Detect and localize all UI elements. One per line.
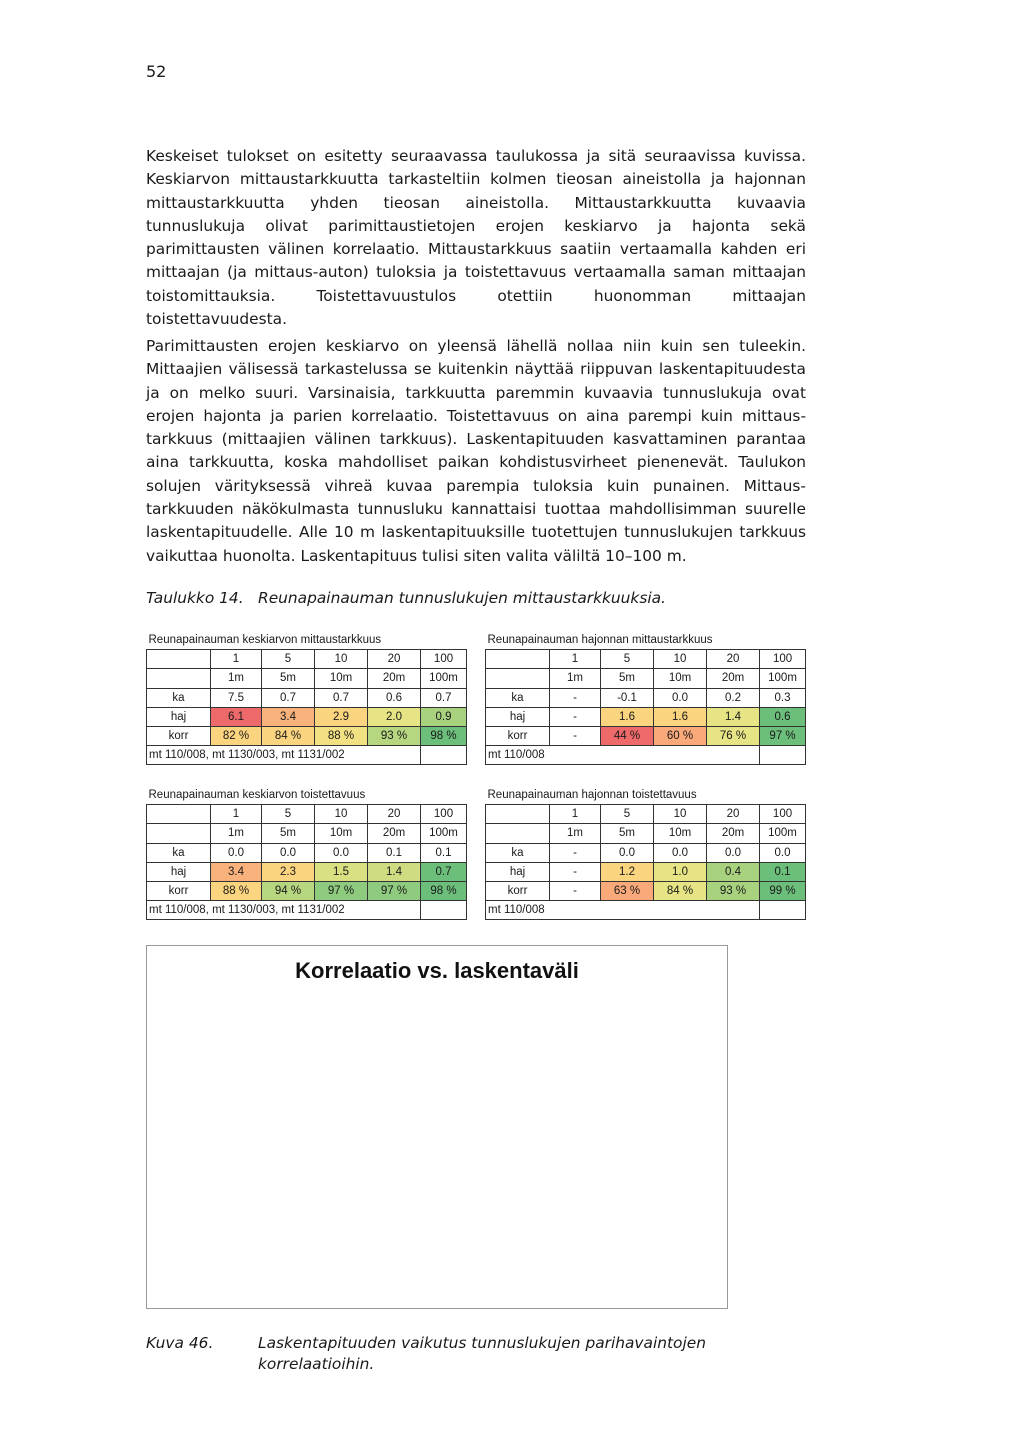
table-cell: 97 % — [315, 881, 368, 900]
column-header: 20 — [368, 805, 421, 824]
table-cell: 2.0 — [368, 707, 421, 726]
column-header: 1m — [550, 824, 601, 843]
table-row — [147, 862, 467, 881]
table-footer-note: mt 110/008, mt 1130/003, mt 1131/002 — [147, 746, 421, 765]
table-title: Reunapainauman keskiarvon mittaustarkkuus — [148, 634, 382, 647]
table-cell: 88 % — [211, 881, 262, 900]
table-corner-cell — [486, 805, 550, 824]
table-cell: 94 % — [262, 881, 315, 900]
table-footer-row — [486, 746, 806, 765]
table-row — [147, 688, 467, 707]
row-label: korr — [147, 881, 211, 900]
column-header: 1 — [211, 805, 262, 824]
column-header: 1 — [550, 650, 601, 669]
table-cell: 0.4 — [707, 862, 760, 881]
table-empty-cell — [421, 901, 467, 920]
column-header: 1 — [211, 650, 262, 669]
table-cell: 3.4 — [211, 862, 262, 881]
table-cell: - — [550, 726, 601, 745]
column-header: 20 — [707, 805, 760, 824]
row-label: ka — [486, 843, 550, 862]
table-cell: 82 % — [211, 726, 262, 745]
table-cell: 44 % — [601, 726, 654, 745]
body-paragraph-1: Keskeiset tulokset on esitetty seuraavassa taulukossa ja sitä seuraavissa kuvissa. Keskiarvon mittaustarkkuutta tarkasteltiin kolmen tieosan aineistolla ja hajonnan mittaustarkkuutta yhden tieosan aineistolla. Mittaustarkkuutta kuvaavia tunnuslukuja olivat parimittaustietojen erojen keskiarvo ja hajonta sekä parimittausten välinen korrelaatio. Mittaustarkkuus saatiin vertaamalla kahden eri mittaajan (ja mittaus-auton) tuloksia ja toistettavuus vertaamalla saman mittaajan toistomittauksia. Toistettavuustulos otettiin huonomman mittaajan toistettavuudesta. — [146, 147, 806, 329]
table-corner-cell — [486, 650, 550, 669]
table-footer-row — [147, 901, 467, 920]
table-row — [486, 843, 806, 862]
figure-caption-text: Laskentapituuden vaikutus tunnuslukujen parihavaintojen korrelaatioihin. — [258, 1334, 706, 1373]
table-cell: 97 % — [368, 881, 421, 900]
table-row — [486, 707, 806, 726]
table-cell: 7.5 — [211, 688, 262, 707]
table-cell: - — [550, 862, 601, 881]
table-header-row — [486, 805, 806, 824]
table-cell: 0.6 — [760, 707, 806, 726]
table-footer-row — [486, 901, 806, 920]
table-title: Reunapainauman hajonnan toistettavuus — [487, 789, 697, 802]
table-cell: 0.0 — [315, 843, 368, 862]
table-cell: 1.4 — [368, 862, 421, 881]
row-label: ka — [147, 688, 211, 707]
column-header: 100m — [760, 669, 806, 688]
table-cell: 0.1 — [760, 862, 806, 881]
table-corner-cell — [486, 824, 550, 843]
table-footer-note: mt 110/008, mt 1130/003, mt 1131/002 — [147, 901, 421, 920]
table-cell: 0.3 — [760, 688, 806, 707]
table-cell: 0.0 — [707, 843, 760, 862]
table-cell: 0.7 — [421, 862, 467, 881]
row-label: korr — [147, 726, 211, 745]
table-header-row — [147, 669, 467, 688]
table-title-row — [147, 631, 467, 650]
table-row — [147, 726, 467, 745]
column-header: 100m — [760, 824, 806, 843]
column-header: 5m — [262, 669, 315, 688]
table-cell: 0.1 — [421, 843, 467, 862]
table-title-row — [486, 786, 806, 805]
row-label: haj — [147, 707, 211, 726]
column-header: 5 — [262, 650, 315, 669]
table-footer-row — [147, 746, 467, 765]
table-corner-cell — [147, 669, 211, 688]
table-caption-text: Reunapainauman tunnuslukujen mittaustarkkuuksia. — [258, 589, 666, 607]
table-cell: 98 % — [421, 881, 467, 900]
table-row — [486, 862, 806, 881]
column-header: 20m — [368, 669, 421, 688]
table-header-row — [147, 650, 467, 669]
table-cell: 3.4 — [262, 707, 315, 726]
column-header: 20 — [368, 650, 421, 669]
table-empty-cell — [760, 901, 806, 920]
column-header: 5 — [601, 805, 654, 824]
figure-title: Korrelaatio vs. laskentaväli — [295, 958, 579, 983]
table-cell: 1.4 — [707, 707, 760, 726]
table-cell: 98 % — [421, 726, 467, 745]
column-header: 10m — [315, 824, 368, 843]
column-header: 1m — [211, 824, 262, 843]
column-header: 100m — [421, 824, 467, 843]
table-cell: 1.6 — [654, 707, 707, 726]
table-cell: 2.9 — [315, 707, 368, 726]
body-paragraph-2: Parimittausten erojen keskiarvo on yleensä lähellä nollaa niin kuin sen tuleekin. Mittaajien välisessä tarkastelussa se kuitenkin näyttää riippuvan laskentapituudesta ja on melko suuri. Varsinaisia, tarkkuutta paremmin kuvaavia tunnuslukuja ovat erojen hajonta ja parien korrelaatio. Toistettavuus on aina parempi kuin mittaus-tarkkuus (mittaajien välinen tarkkuus). Laskentapituuden kasvattaminen parantaa aina tarkkuutta, koska mahdolliset paikan kohdistusvirheet pienenevät. Taulukon solujen värityksessä vihreä kuvaa parempia tuloksia kuin punainen. Mittaus-tarkkuuden näkökulmasta tunnusluku kannattaisi tuottaa mahdollisimman suurelle laskentapituudelle. Alle 10 m laskentapituuksille tuotettujen tunnuslukujen tarkkuus vaikuttaa huonolta. Laskentapituus tulisi siten valita väliltä 10–100 m. — [146, 337, 806, 565]
table-cell: 2.3 — [262, 862, 315, 881]
table-cell: 1.5 — [315, 862, 368, 881]
table-title: Reunapainauman keskiarvon toistettavuus — [148, 789, 366, 802]
figure-caption — [146, 1333, 718, 1375]
table-cell: 0.0 — [760, 843, 806, 862]
table-cell: 1.0 — [654, 862, 707, 881]
column-header: 1m — [211, 669, 262, 688]
table-title-row — [486, 631, 806, 650]
table-row — [486, 688, 806, 707]
column-header: 10 — [315, 650, 368, 669]
table-cell: 0.7 — [421, 688, 467, 707]
row-label: korr — [486, 881, 550, 900]
column-header: 10 — [654, 805, 707, 824]
row-label: haj — [147, 862, 211, 881]
column-header: 100 — [760, 805, 806, 824]
column-header: 100 — [421, 805, 467, 824]
table-cell: 88 % — [315, 726, 368, 745]
table-cell: 99 % — [760, 881, 806, 900]
table-header-row — [486, 669, 806, 688]
table-cell: 0.2 — [707, 688, 760, 707]
table-row — [147, 843, 467, 862]
table-row — [486, 881, 806, 900]
column-header: 20m — [368, 824, 421, 843]
column-header: 100 — [760, 650, 806, 669]
table-cell: 0.0 — [262, 843, 315, 862]
table-header-row — [486, 824, 806, 843]
column-header: 5m — [262, 824, 315, 843]
row-label: ka — [486, 688, 550, 707]
table-corner-cell — [147, 650, 211, 669]
table-mean-repeatability — [146, 786, 467, 920]
column-header: 10 — [654, 650, 707, 669]
table-cell: - — [550, 843, 601, 862]
table-cell: - — [550, 688, 601, 707]
table-row — [147, 707, 467, 726]
table-cell: 0.1 — [368, 843, 421, 862]
table-corner-cell — [147, 824, 211, 843]
table-cell: 0.0 — [654, 688, 707, 707]
table-cell: - — [550, 707, 601, 726]
table-cell: 97 % — [760, 726, 806, 745]
table-cell: 93 % — [368, 726, 421, 745]
column-header: 20m — [707, 824, 760, 843]
column-header: 100m — [421, 669, 467, 688]
table-corner-cell — [486, 669, 550, 688]
page-number: 52 — [146, 62, 167, 81]
table-cell: 84 % — [262, 726, 315, 745]
column-header: 20 — [707, 650, 760, 669]
row-label: haj — [486, 707, 550, 726]
table-std-repeatability — [485, 786, 806, 920]
table-row — [147, 881, 467, 900]
table-title: Reunapainauman hajonnan mittaustarkkuus — [487, 634, 713, 647]
table-cell: 76 % — [707, 726, 760, 745]
table-caption — [146, 589, 666, 607]
table-header-row — [147, 824, 467, 843]
table-cell: 0.7 — [315, 688, 368, 707]
table-cell: 6.1 — [211, 707, 262, 726]
table-cell: 0.9 — [421, 707, 467, 726]
column-header: 1 — [550, 805, 601, 824]
table-header-row — [147, 805, 467, 824]
table-cell: 84 % — [654, 881, 707, 900]
column-header: 10m — [654, 824, 707, 843]
row-label: ka — [147, 843, 211, 862]
column-header: 5 — [262, 805, 315, 824]
table-std-measurement-accuracy — [485, 631, 806, 765]
column-header: 5m — [601, 824, 654, 843]
table-cell: - — [550, 881, 601, 900]
table-mean-measurement-accuracy — [146, 631, 467, 765]
table-cell: 1.6 — [601, 707, 654, 726]
table-footer-note: mt 110/008 — [486, 746, 760, 765]
table-title-row — [147, 786, 467, 805]
table-cell: 60 % — [654, 726, 707, 745]
column-header: 10m — [654, 669, 707, 688]
table-cell: 93 % — [707, 881, 760, 900]
column-header: 10 — [315, 805, 368, 824]
table-row — [486, 726, 806, 745]
table-cell: -0.1 — [601, 688, 654, 707]
table-empty-cell — [760, 746, 806, 765]
table-cell: 0.0 — [601, 843, 654, 862]
column-header: 20m — [707, 669, 760, 688]
table-cell: 63 % — [601, 881, 654, 900]
table-footer-note: mt 110/008 — [486, 901, 760, 920]
column-header: 5 — [601, 650, 654, 669]
table-caption-number: Taulukko 14. — [146, 589, 244, 607]
column-header: 1m — [550, 669, 601, 688]
figure-chart-frame — [146, 945, 728, 1309]
row-label: korr — [486, 726, 550, 745]
column-header: 5m — [601, 669, 654, 688]
table-header-row — [486, 650, 806, 669]
table-cell: 0.0 — [211, 843, 262, 862]
figure-caption-number: Kuva 46. — [146, 1334, 214, 1352]
table-empty-cell — [421, 746, 467, 765]
column-header: 100 — [421, 650, 467, 669]
table-corner-cell — [147, 805, 211, 824]
table-cell: 0.7 — [262, 688, 315, 707]
table-cell: 0.0 — [654, 843, 707, 862]
table-cell: 0.6 — [368, 688, 421, 707]
column-header: 10m — [315, 669, 368, 688]
row-label: haj — [486, 862, 550, 881]
table-cell: 1.2 — [601, 862, 654, 881]
